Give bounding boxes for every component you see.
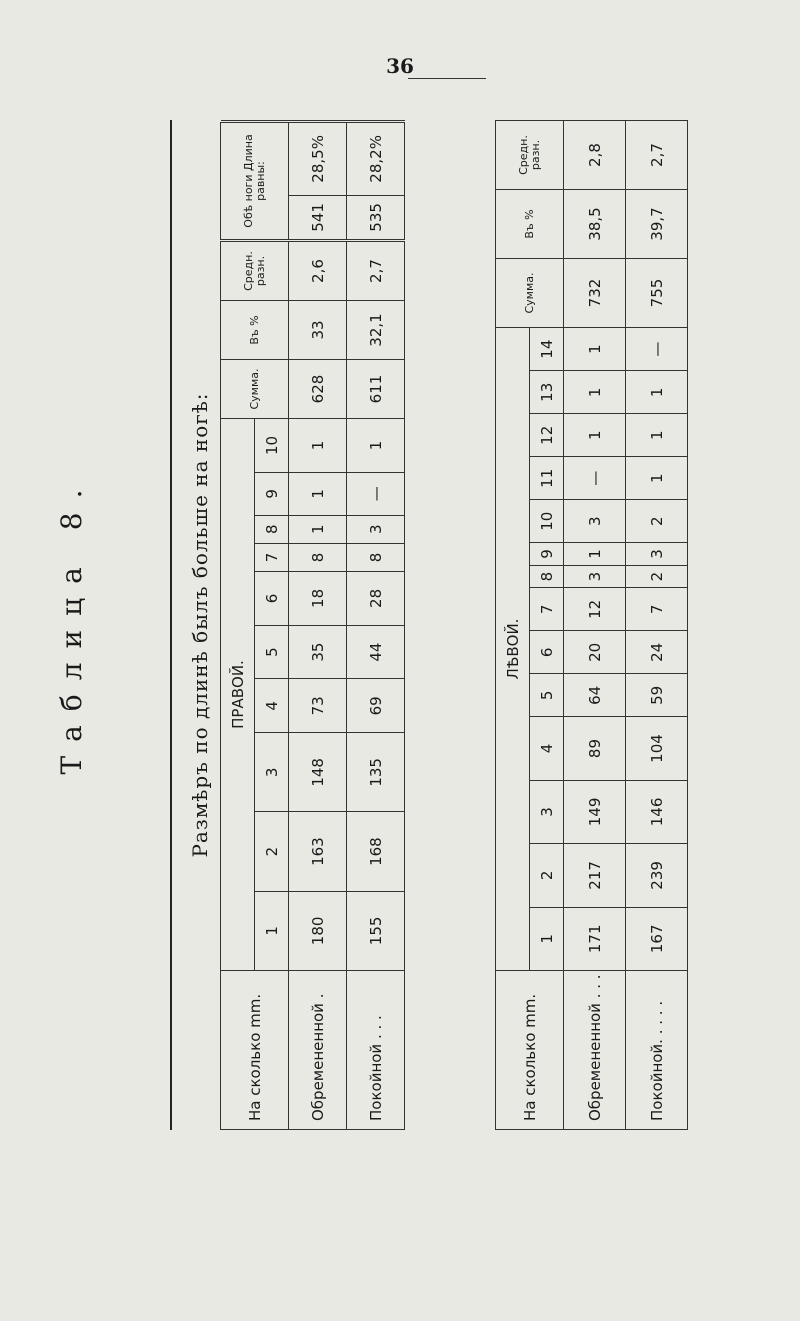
col-header: 9 bbox=[255, 472, 289, 515]
col-header: 13 bbox=[530, 371, 564, 414]
table-cell: 69 bbox=[347, 679, 405, 733]
col-header: 10 bbox=[255, 419, 289, 473]
col-header: 12 bbox=[530, 414, 564, 457]
pct-cell: 38,5 bbox=[564, 190, 626, 259]
page-number-rule bbox=[408, 78, 486, 79]
table-cell: 24 bbox=[626, 631, 688, 674]
equal-pct: 28,2% bbox=[347, 123, 405, 196]
table-cell: 3 bbox=[564, 565, 626, 588]
table-cell: 1 bbox=[289, 419, 347, 473]
equal-pct: 28,5% bbox=[289, 123, 347, 196]
sum-cell: 755 bbox=[626, 259, 688, 328]
table-cell: 1 bbox=[347, 419, 405, 473]
table-cell: 180 bbox=[289, 891, 347, 970]
table-cell: — bbox=[564, 457, 626, 500]
table-cell: 148 bbox=[289, 733, 347, 812]
table-cell: 28 bbox=[347, 572, 405, 626]
equal-value: 535 bbox=[347, 195, 405, 239]
table-cell: 18 bbox=[289, 572, 347, 626]
table-cell: 1 bbox=[564, 328, 626, 371]
col-header: 1 bbox=[255, 891, 289, 970]
table-cell: 7 bbox=[626, 588, 688, 631]
equal-value: 541 bbox=[289, 195, 347, 239]
pct-header: Въ % bbox=[221, 301, 289, 360]
pct-cell: 39,7 bbox=[626, 190, 688, 259]
table-heading: Размѣръ по длинѣ былъ больше на ногѣ: bbox=[188, 392, 212, 858]
table-cell: 146 bbox=[626, 780, 688, 843]
col-header: 8 bbox=[530, 565, 564, 588]
table-cell: 1 bbox=[564, 371, 626, 414]
col-header: 5 bbox=[255, 625, 289, 679]
table-cell: 2 bbox=[626, 565, 688, 588]
table-cell: — bbox=[347, 472, 405, 515]
col-header: 1 bbox=[530, 907, 564, 970]
table-cell: 20 bbox=[564, 631, 626, 674]
table-cell: 1 bbox=[564, 543, 626, 566]
left-leg-label: ЛѢВОЙ. bbox=[496, 328, 530, 971]
table-cell: 239 bbox=[626, 844, 688, 907]
avg-header: Средн. разн. bbox=[496, 121, 564, 190]
sum-header: Сумма. bbox=[221, 360, 289, 419]
col-header: 10 bbox=[530, 500, 564, 543]
sum-header: Сумма. bbox=[496, 259, 564, 328]
table-cell: 64 bbox=[564, 674, 626, 717]
col-header: 3 bbox=[530, 780, 564, 843]
equal-header: Обѣ ноги Длина равны: bbox=[221, 123, 289, 240]
table-cell: 35 bbox=[289, 625, 347, 679]
pct-cell: 32,1 bbox=[347, 301, 405, 360]
col-header: 2 bbox=[255, 812, 289, 891]
col-header: 8 bbox=[255, 515, 289, 543]
table-cell: 155 bbox=[347, 891, 405, 970]
avg-cell: 2,6 bbox=[289, 242, 347, 301]
table-cell: 163 bbox=[289, 812, 347, 891]
col-header: 7 bbox=[530, 588, 564, 631]
table-cell: 12 bbox=[564, 588, 626, 631]
col-header: 7 bbox=[255, 543, 289, 571]
avg-cell: 2,8 bbox=[564, 121, 626, 190]
table-cell: 2 bbox=[626, 500, 688, 543]
col-header: 9 bbox=[530, 543, 564, 566]
col-header: 2 bbox=[530, 844, 564, 907]
table-cell: 8 bbox=[289, 543, 347, 571]
table-cell: 1 bbox=[564, 414, 626, 457]
page-number: 36 bbox=[386, 54, 414, 78]
sum-cell: 611 bbox=[347, 360, 405, 419]
table-cell: 59 bbox=[626, 674, 688, 717]
table-cell: 171 bbox=[564, 907, 626, 970]
table-cell: 1 bbox=[626, 457, 688, 500]
col-header: 11 bbox=[530, 457, 564, 500]
table-cell: 44 bbox=[347, 625, 405, 679]
table-cell: 1 bbox=[289, 472, 347, 515]
row-label: Обремененной . . . bbox=[564, 971, 626, 1130]
table-cell: 1 bbox=[626, 414, 688, 457]
col-header: 14 bbox=[530, 328, 564, 371]
table-cell: 3 bbox=[626, 543, 688, 566]
table-cell: 89 bbox=[564, 717, 626, 780]
table-cell: 168 bbox=[347, 812, 405, 891]
table-cell: 104 bbox=[626, 717, 688, 780]
table-title: Таблица 8. bbox=[55, 475, 88, 775]
avg-header: Средн. разн. bbox=[221, 242, 289, 301]
right-leg-label: ПРАВОЙ. bbox=[221, 419, 255, 971]
avg-cell: 2,7 bbox=[347, 242, 405, 301]
table-cell: 3 bbox=[564, 500, 626, 543]
row-label: Обремененной . bbox=[289, 971, 347, 1130]
table-cell: 8 bbox=[347, 543, 405, 571]
table-cell: 3 bbox=[347, 515, 405, 543]
row-label: Покойной . . . bbox=[347, 971, 405, 1130]
pct-header: Въ % bbox=[496, 190, 564, 259]
col-header: 3 bbox=[255, 733, 289, 812]
table-cell: 167 bbox=[626, 907, 688, 970]
col-header: 5 bbox=[530, 674, 564, 717]
table-cell: 135 bbox=[347, 733, 405, 812]
table-cell: — bbox=[626, 328, 688, 371]
col-header: 4 bbox=[530, 717, 564, 780]
left-leg-table bbox=[495, 120, 688, 1130]
col-header: 6 bbox=[255, 572, 289, 626]
table-cell: 149 bbox=[564, 780, 626, 843]
pct-cell: 33 bbox=[289, 301, 347, 360]
rotated-table bbox=[55, 120, 775, 1130]
avg-cell: 2,7 bbox=[626, 121, 688, 190]
sum-cell: 628 bbox=[289, 360, 347, 419]
table-cell: 73 bbox=[289, 679, 347, 733]
col-header: 4 bbox=[255, 679, 289, 733]
table-cell: 1 bbox=[289, 515, 347, 543]
col-header: 6 bbox=[530, 631, 564, 674]
sum-cell: 732 bbox=[564, 259, 626, 328]
table-cell: 217 bbox=[564, 844, 626, 907]
row-label: Покойной. . . . . bbox=[626, 971, 688, 1130]
right-leg-table bbox=[220, 120, 405, 1130]
row-label-header: На сколько mm. bbox=[496, 971, 564, 1130]
table-cell: 1 bbox=[626, 371, 688, 414]
row-label-header: На сколько mm. bbox=[221, 971, 289, 1130]
equal-length-table bbox=[220, 122, 405, 240]
